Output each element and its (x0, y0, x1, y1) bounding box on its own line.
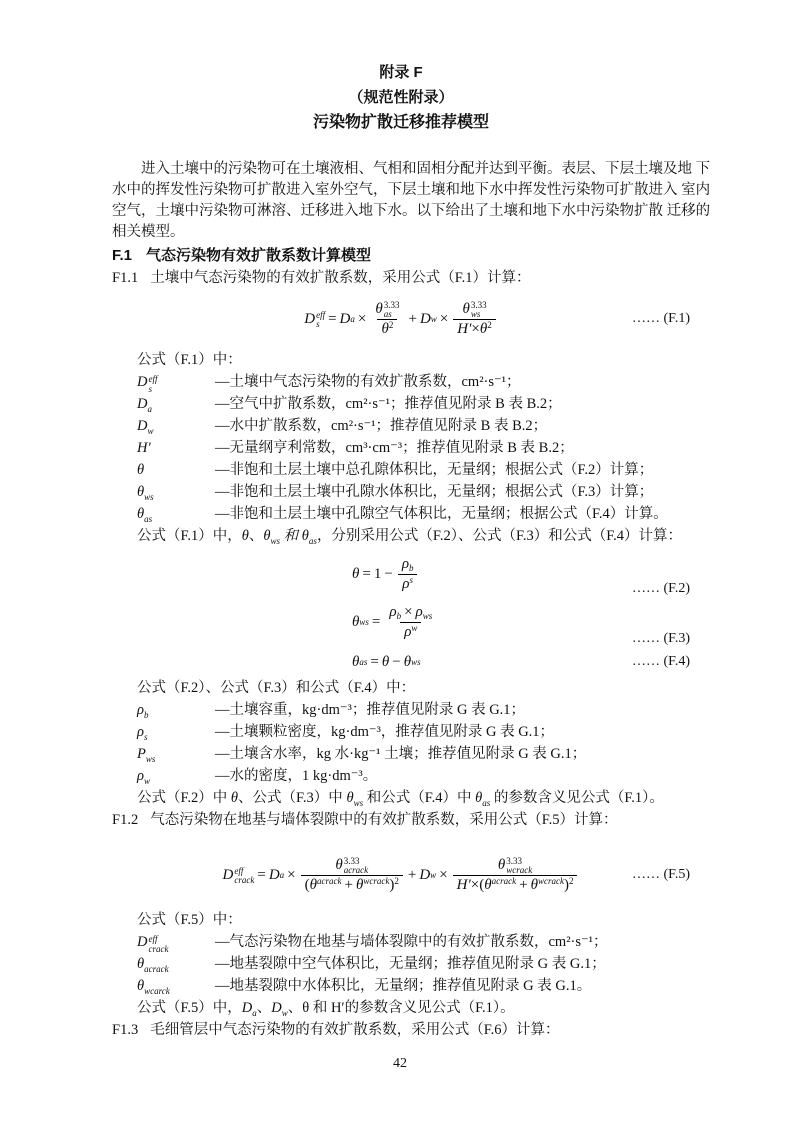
formula-f5-label: …… (F.5) (632, 867, 690, 882)
formula-f1 (112, 293, 690, 345)
term-definition: —土壤含水率，kg 水·kg⁻¹ 土壤；推荐值见附录 G 表 G.1； (215, 746, 587, 762)
clause-f13-number: F1.3 (112, 1022, 139, 1038)
page-content (112, 60, 711, 1041)
term-theta-as: $\theta_{as}$ (137, 506, 153, 524)
formula-f2-expression: θ = 1 − ρ $_b$ ρ $^s$ (352, 556, 420, 593)
definition-row (137, 975, 690, 997)
term-definition: —土壤容重，kg·dm⁻³；推荐值见附录 G 表 G.1； (215, 702, 526, 718)
section-f1-heading (112, 245, 690, 267)
definition-row (137, 743, 690, 765)
intro-line: 水中的挥发性污染物可扩散进入室外空气，下层土壤和地下水中挥发性污染物可扩散进入 室内 (112, 182, 711, 198)
formula-f2 (112, 551, 690, 597)
formula-f3-label: …… (F.3) (632, 631, 690, 646)
term-p-ws: $P_{ws}$ (137, 746, 156, 764)
term-definition: —地基裂隙中空气体积比，无量纲；推荐值见附录 G 表 G.1； (215, 956, 606, 972)
formula-f5 (112, 843, 690, 907)
formula-f3 (112, 597, 690, 647)
term-henry: H′ (137, 440, 151, 456)
intro-line: 进入土壤中的污染物可在土壤液相、气相和固相分配并达到平衡。表层、下层土壤及地 下 (141, 161, 711, 177)
term-rho-s: $\rho_s$ (137, 724, 148, 742)
formula-f4-expression: θ as = θ − θ ws (352, 653, 421, 670)
formula-f5-expression: D eff crack = D a × θ 3.33 acrack ( θ $^{acrack}$ + θ $^{wcrack}$ ) $^2$ + D w × θ 3.33 wcrack H′ × ( θ $^{acrack}$ + θ $^{wcrack}$ ) $^2$ (223, 856, 580, 895)
clause-f13-text: 毛细管层中气态污染物的有效扩散系数，采用公式（F.6）计算： (150, 1022, 560, 1038)
formula-f3-expression: θ ws = ρ $_b$ × ρ $_{ws}$ ρ $^w$ (352, 603, 433, 640)
definition-row (137, 481, 690, 503)
intro-line: 相关模型。 (112, 224, 185, 240)
clause-f12 (112, 809, 690, 831)
appendix-number-title: 附录 F (379, 64, 423, 81)
list1-intro: 公式（F.1）中： (137, 352, 242, 368)
clause-f11-number: F1.1 (112, 270, 139, 286)
definition-row (137, 503, 690, 525)
term-dcrack-eff: D eff crack (137, 934, 169, 954)
list3-outro: 公式（F.5）中，$D_a$、$D_w$、θ 和 H′的参数含义见公式（F.1）。 (137, 1000, 515, 1018)
term-rho-b: $\rho_b$ (137, 702, 149, 720)
clause-f12-text: 气态污染物在地基与墙体裂隙中的有效扩散系数，采用公式（F.5）计算： (150, 812, 618, 828)
term-definition: —气态污染物在地基与墙体裂隙中的有效扩散系数，cm²·s⁻¹； (215, 934, 608, 950)
formula-f4-label: …… (F.4) (632, 654, 690, 669)
intro-line: 空气，土壤中污染物可淋溶、迁移进入地下水。以下给出了土壤和地下水中污染物扩散 迁移的 (112, 203, 711, 219)
definition-row (137, 765, 690, 787)
clause-f13 (112, 1019, 690, 1041)
formula-f4 (112, 649, 690, 675)
term-theta: θ (137, 462, 145, 478)
list1-outro: 公式（F.1）中，θ、$\theta_{ws}$ 和 $\theta_{as}$，分别采用公式（F.2）、公式（F.3）和公式（F.4）计算： (137, 528, 683, 546)
definition-row (137, 699, 690, 721)
term-definition: —非饱和土层土壤中孔隙空气体积比，无量纲；根据公式（F.4）计算。 (215, 506, 668, 522)
term-definition: —土壤颗粒密度，kg·dm⁻³，推荐值见附录 G 表 G.1； (215, 724, 555, 740)
term-theta-acrack: $\theta_{acrack}$ (137, 956, 169, 974)
list2-outro: 公式（F.2）中 θ、公式（F.3）中 $\theta_{ws}$ 和公式（F.4）中 $\theta_{as}$ 的参数含义见公式（F.1）。 (137, 790, 664, 808)
formula-f2-label: …… (F.2) (632, 581, 690, 596)
definition-row (137, 721, 690, 743)
definition-list-1 (137, 349, 690, 547)
definition-list-2 (137, 677, 690, 809)
definition-row (137, 953, 690, 975)
formula-f1-expression: D eff s = D a × θ 3.33 as θ $^2$ + D w × θ 3.33 ws H′ × θ $^2$ (304, 300, 498, 339)
term-da: $D_a$ (137, 396, 152, 414)
term-theta-ws: $\theta_{ws}$ (137, 484, 154, 502)
term-definition: —非饱和土层土壤中孔隙水体积比，无量纲；根据公式（F.3）计算； (215, 484, 654, 500)
definition-row (137, 371, 690, 393)
definition-row (137, 931, 690, 953)
definition-list-3 (137, 909, 690, 1019)
clause-f11 (112, 267, 690, 289)
term-definition: —土壤中气态污染物的有效扩散系数，cm²·s⁻¹； (215, 374, 521, 390)
section-f1-title: 气态污染物有效扩散系数计算模型 (146, 247, 372, 264)
clause-f11-text: 土壤中气态污染物的有效扩散系数，采用公式（F.1）计算： (150, 270, 531, 286)
list3-intro: 公式（F.5）中： (137, 912, 242, 928)
term-definition: —非饱和土层土壤中总孔隙体积比，无量纲；根据公式（F.2）计算； (215, 462, 654, 478)
term-definition: —水中扩散系数，cm²·s⁻¹；推荐值见附录 B 表 B.2； (215, 418, 548, 434)
term-definition: —水的密度，1 kg·dm⁻³。 (215, 768, 378, 784)
term-ds-eff: D eff s (137, 374, 158, 394)
intro-paragraph (112, 159, 711, 243)
appendix-main-title: 污染物扩散迁移推荐模型 (312, 114, 489, 131)
definition-row (137, 459, 690, 481)
appendix-type-subtitle: （规范性附录） (348, 89, 454, 106)
term-rho-w: $\rho_w$ (137, 768, 150, 786)
term-definition: —无量纲亨利常数，cm³·cm⁻³；推荐值见附录 B 表 B.2； (215, 440, 574, 456)
term-theta-wcarck: $\theta_{wcarck}$ (137, 978, 170, 996)
section-f1-number: F.1 (112, 247, 133, 264)
formula-f1-label: …… (F.1) (632, 311, 690, 326)
page-number: 42 (393, 1056, 407, 1071)
definition-row (137, 415, 690, 437)
list2-intro: 公式（F.2）、公式（F.3）和公式（F.4）中： (137, 680, 416, 696)
definition-row (137, 437, 690, 459)
term-definition: —地基裂隙中水体积比，无量纲；推荐值见附录 G 表 G.1。 (215, 978, 592, 994)
term-dw: $D_w$ (137, 418, 154, 436)
definition-row (137, 393, 690, 415)
term-definition: —空气中扩散系数，cm²·s⁻¹；推荐值见附录 B 表 B.2； (215, 396, 562, 412)
clause-f12-number: F1.2 (112, 812, 139, 828)
